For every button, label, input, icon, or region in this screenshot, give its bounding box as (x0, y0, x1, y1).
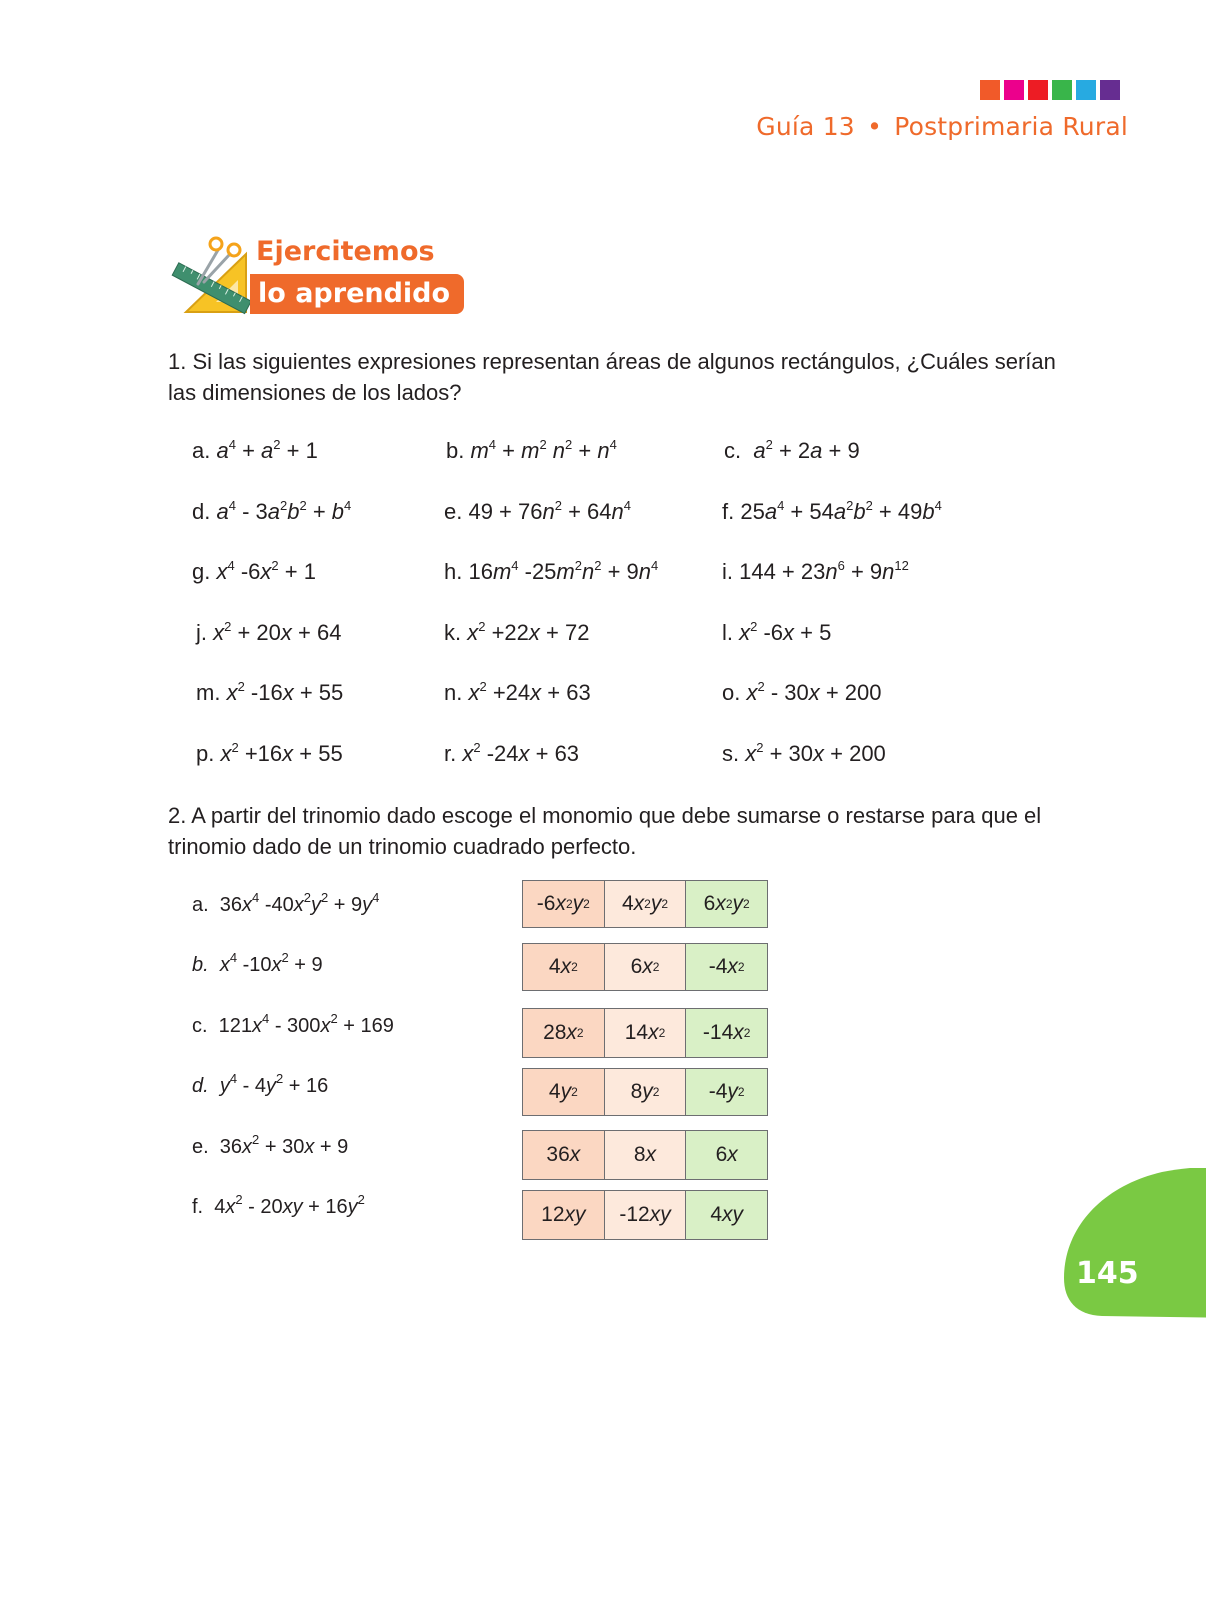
option-cell[interactable]: 8 y 2 (605, 1069, 687, 1115)
expr-1m: m. $x^2$ -16x + 55 (196, 679, 344, 705)
expr-1p: p. $x^2 +16x + 55$ (196, 740, 343, 766)
expr-1k: k. $x^2 +22x + 72$ (444, 619, 590, 645)
color-square (1076, 80, 1096, 100)
expr-1d: d. $a^4 - 3a^2b^2 + b^4$ (192, 498, 352, 524)
guide-label: Guía 13 (756, 112, 855, 141)
program-label: Postprimaria Rural (894, 112, 1128, 141)
option-cell[interactable]: 6 x (686, 1131, 767, 1179)
question-2-text: 2. A partir del trinomio dado escoge el monomio que debe sumarse o restarse para que el trinomio dado de un trinomio cuadrado perfecto. (168, 803, 1042, 859)
expr-1f: f. $25a^4 + 54a^2b^2 + 49b^4$ (722, 498, 942, 524)
scissors-ruler-icon (168, 232, 258, 322)
option-cell[interactable]: 6 x 2 (605, 944, 687, 990)
options-row-f (522, 1190, 768, 1240)
banner-title-line1: Ejercitemos (256, 236, 435, 267)
expr-2d: d. $y^4 - 4y^2 + 16$ (192, 1071, 329, 1097)
expr-1c: c. $a^2 + 2a + 9$ (724, 437, 860, 463)
option-cell[interactable]: 8 x (605, 1131, 687, 1179)
expr-1j: j. $x^2 + 20x + 64$ (196, 619, 342, 645)
option-cell[interactable]: 4 xy (686, 1191, 767, 1239)
expr-2e: e. $36x^2 + 30x + 9$ (192, 1132, 349, 1158)
color-square (1028, 80, 1048, 100)
expr-1a: a. $a^4 + a^2 + 1$ (192, 437, 318, 463)
option-cell[interactable]: 6 x 2 y 2 (686, 881, 767, 927)
options-row-c (522, 1008, 768, 1058)
option-cell[interactable]: 28 x 2 (523, 1009, 605, 1057)
color-square (1100, 80, 1120, 100)
expr-1e: e. $49 + 76n^2 + 64n^4$ (444, 498, 631, 524)
banner-title-line2: lo aprendido (250, 274, 464, 314)
option-cell[interactable]: 14 x 2 (605, 1009, 687, 1057)
option-cell[interactable]: 12 xy (523, 1191, 605, 1239)
page-number-blob (1062, 1168, 1206, 1318)
section-banner (168, 232, 451, 322)
color-square (1052, 80, 1072, 100)
options-row-d (522, 1068, 768, 1116)
color-square (1004, 80, 1024, 100)
expr-1r: r. $x^2$ -24x + 63 (444, 740, 580, 766)
option-cell[interactable]: -4 y 2 (686, 1069, 767, 1115)
option-cell[interactable]: 4 x 2 y 2 (605, 881, 687, 927)
expr-2b: b. $x^4$ $-10x^2 + 9$ (192, 950, 323, 976)
expr-2f: f. $4x^2 - 20xy + 16y^2$ (192, 1192, 365, 1218)
expr-1h: h. $16m^4$ $-25m^2n^2 + 9n^4$ (444, 558, 659, 584)
expr-1n: n. $x^2 +24x + 63$ (444, 679, 591, 705)
options-row-b (522, 943, 768, 991)
option-cell[interactable]: 4 y 2 (523, 1069, 605, 1115)
color-squares (980, 80, 1120, 100)
options-row-a (522, 880, 768, 928)
expr-1l: l. $x^2$ -6x + 5 (722, 619, 832, 645)
expr-1g: g. $x^4$ $-6x^2 + 1$ (192, 558, 316, 584)
option-cell[interactable]: 4 x 2 (523, 944, 605, 990)
page-number: 145 (1076, 1256, 1139, 1291)
expr-2c: c. $121x^4 - 300x^2 + 169$ (192, 1011, 394, 1037)
expr-2a: a. $36x^4$ $-40x^2y^2 + 9y^4$ (192, 890, 380, 916)
option-cell[interactable]: -6 x 2 y 2 (523, 881, 605, 927)
option-cell[interactable]: -4 x 2 (686, 944, 767, 990)
expr-1s: s. $x^2 + 30x + 200$ (722, 740, 886, 766)
expr-1b: b. $m^4 + m^2$ $n^2 + n^4$ (446, 437, 617, 463)
expr-1i: i. $144 + 23n^6 + 9n^{12}$ (722, 558, 909, 584)
option-cell[interactable]: -14 x 2 (686, 1009, 767, 1057)
title-separator: • (867, 112, 883, 141)
color-square (980, 80, 1000, 100)
expr-1o: o. $x^2 - 30x + 200$ (722, 679, 882, 705)
options-row-e (522, 1130, 768, 1180)
guide-title (756, 112, 1128, 141)
option-cell[interactable]: -12 xy (605, 1191, 687, 1239)
question-1-text: 1. Si las siguientes expresiones representan áreas de algunos rectángulos, ¿Cuáles serían las dimensiones de los lados? (168, 349, 1056, 405)
option-cell[interactable]: 36 x (523, 1131, 605, 1179)
